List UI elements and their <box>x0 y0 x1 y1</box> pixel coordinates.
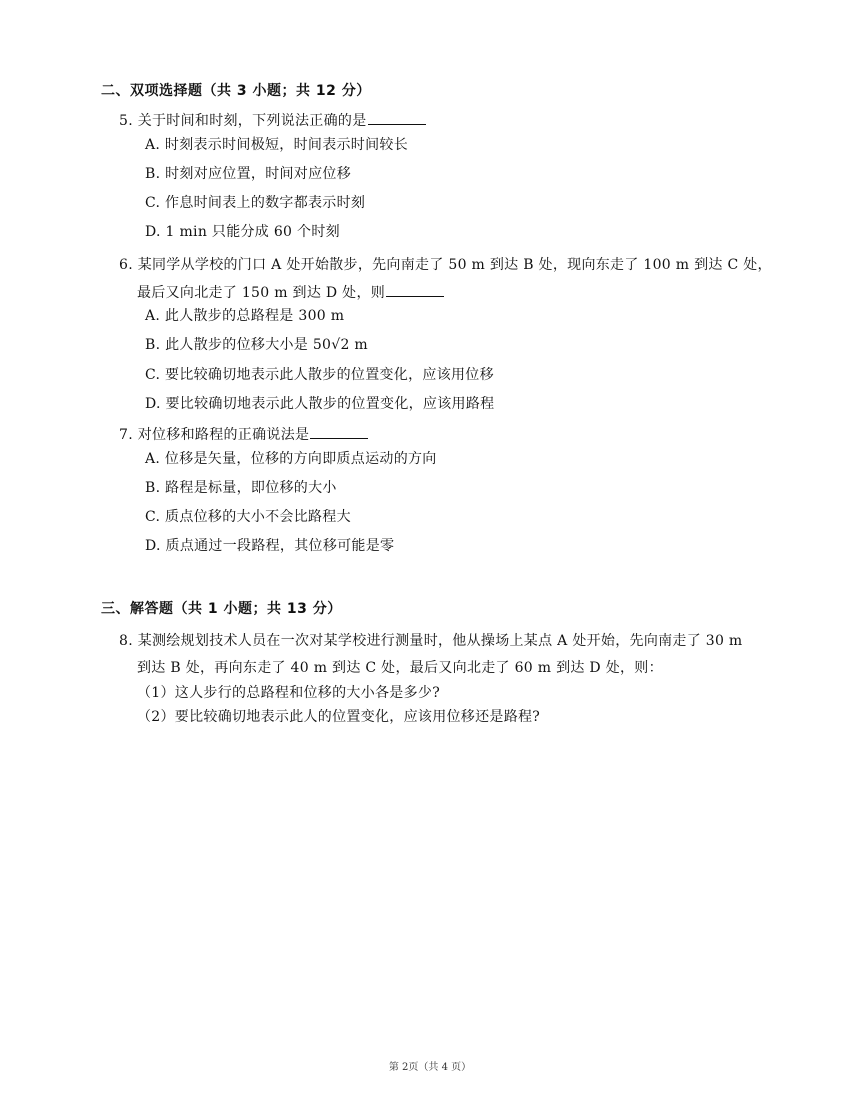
question-6-stem-line-1: 6. 某同学从学校的门口 A 处开始散步，先向南走了 50 m 到达 B 处，现向东走了 100 m 到达 C 处， <box>119 257 772 273</box>
question-7-option-c: C. 质点位移的大小不会比路程大 <box>145 509 351 525</box>
section-3-title: 三、解答题（共 1 小题；共 13 分） <box>101 601 342 617</box>
answer-blank <box>310 425 368 439</box>
question-5-stem: 5. 关于时间和时刻，下列说法正确的是 <box>119 110 426 130</box>
answer-blank <box>386 283 444 297</box>
question-8-stem-line-2: 到达 B 处，再向东走了 40 m 到达 C 处，最后又向北走了 60 m 到达 D 处，则： <box>137 660 663 676</box>
question-7-stem: 7. 对位移和路程的正确说法是 <box>119 424 368 444</box>
question-5-option-a: A. 时刻表示时间极短，时间表示时间较长 <box>145 137 409 153</box>
question-7-option-a: A. 位移是矢量，位移的方向即质点运动的方向 <box>145 451 437 467</box>
question-6-option-a: A. 此人散步的总路程是 300 m <box>145 308 345 324</box>
section-2-title: 二、双项选择题（共 3 小题；共 12 分） <box>101 83 371 99</box>
question-5-option-b: B. 时刻对应位置，时间对应位移 <box>145 166 351 182</box>
question-5-option-c: C. 作息时间表上的数字都表示时刻 <box>145 195 366 211</box>
question-6-option-b: B. 此人散步的位移大小是 50√2 m <box>145 337 369 353</box>
answer-blank <box>368 111 426 125</box>
question-5-option-d: D. 1 min 只能分成 60 个时刻 <box>145 224 340 240</box>
question-8-sub-1: （1）这人步行的总路程和位移的大小各是多少? <box>137 685 441 701</box>
question-6-option-c: C. 要比较确切地表示此人散步的位置变化，应该用位移 <box>145 367 494 383</box>
question-6-stem-line-2: 最后又向北走了 150 m 到达 D 处，则 <box>137 282 444 302</box>
page-footer: 第 2页（共 4 页） <box>388 1062 472 1073</box>
question-8-sub-2: （2）要比较确切地表示此人的位置变化，应该用位移还是路程? <box>137 709 541 725</box>
question-7-option-b: B. 路程是标量，即位移的大小 <box>145 480 337 496</box>
question-8-stem-line-1: 8. 某测绘规划技术人员在一次对某学校进行测量时，他从操场上某点 A 处开始，先向南走了 30 m <box>119 633 743 649</box>
question-6-option-d: D. 要比较确切地表示此人散步的位置变化，应该用路程 <box>145 396 495 412</box>
question-7-option-d: D. 质点通过一段路程，其位移可能是零 <box>145 538 395 554</box>
